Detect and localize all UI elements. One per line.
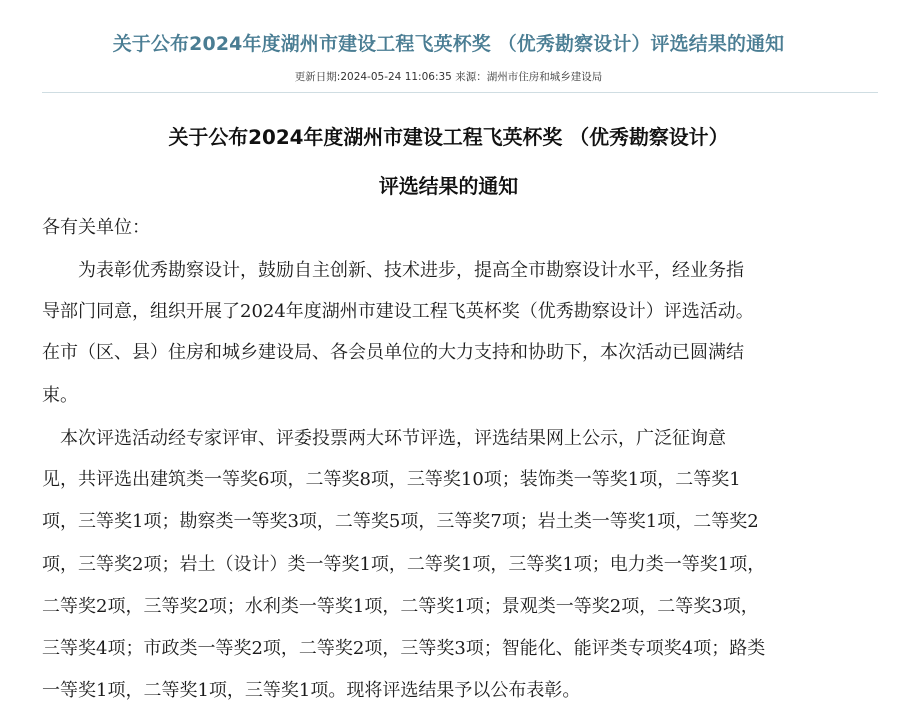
header-divider (42, 92, 878, 93)
paragraph-1-line: 为表彰优秀勘察设计，鼓励自主创新、技术进步，提高全市勘察设计水平，经业务指 (78, 260, 744, 281)
header-title: 关于公布2024年度湖州市建设工程飞英杯奖 （优秀勘察设计）评选结果的通知 (112, 33, 785, 55)
paragraph-2-line: 项，三等奖1项；勘察类一等奖3项，二等奖5项，三等奖7项；岩土类一等奖1项，二等奖2 (42, 511, 759, 532)
paragraph-2-line: 三等奖4项；市政类一等奖2项，二等奖2项，三等奖3项；智能化、能评类专项奖4项；路类 (42, 638, 766, 659)
paragraph-2-line: 见，共评选出建筑类一等奖6项，二等奖8项，三等奖10项；装饰类一等奖1项，二等奖1 (42, 469, 741, 490)
article-title-line-2: 评选结果的通知 (378, 175, 519, 198)
salutation: 各有关单位： (42, 217, 150, 238)
article-meta: 更新日期:2024-05-24 11:06:35 来源：湖州市住房和城乡建设局 (294, 71, 603, 83)
paragraph-2-line: 一等奖1项，二等奖1项，三等奖1项。现将评选结果予以公布表彰。 (42, 680, 581, 701)
paragraph-1-line: 在市（区、县）住房和城乡建设局、各会员单位的大力支持和协助下，本次活动已圆满结 (42, 342, 744, 363)
article-title-line-1: 关于公布2024年度湖州市建设工程飞英杯奖 （优秀勘察设计） (168, 126, 729, 149)
paragraph-1-line: 束。 (42, 385, 78, 406)
paragraph-1-line: 导部门同意，组织开展了2024年度湖州市建设工程飞英杯奖（优秀勘察设计）评选活动。 (42, 301, 754, 322)
paragraph-2-line: 本次评选活动经专家评审、评委投票两大环节评选，评选结果网上公示，广泛征询意 (60, 428, 726, 449)
paragraph-2-line: 二等奖2项，三等奖2项；水利类一等奖1项，二等奖1项；景观类一等奖2项，二等奖3项， (42, 596, 759, 617)
paragraph-2-line: 项，三等奖2项；岩土（设计）类一等奖1项，二等奖1项，三等奖1项；电力类一等奖1项， (42, 554, 766, 575)
